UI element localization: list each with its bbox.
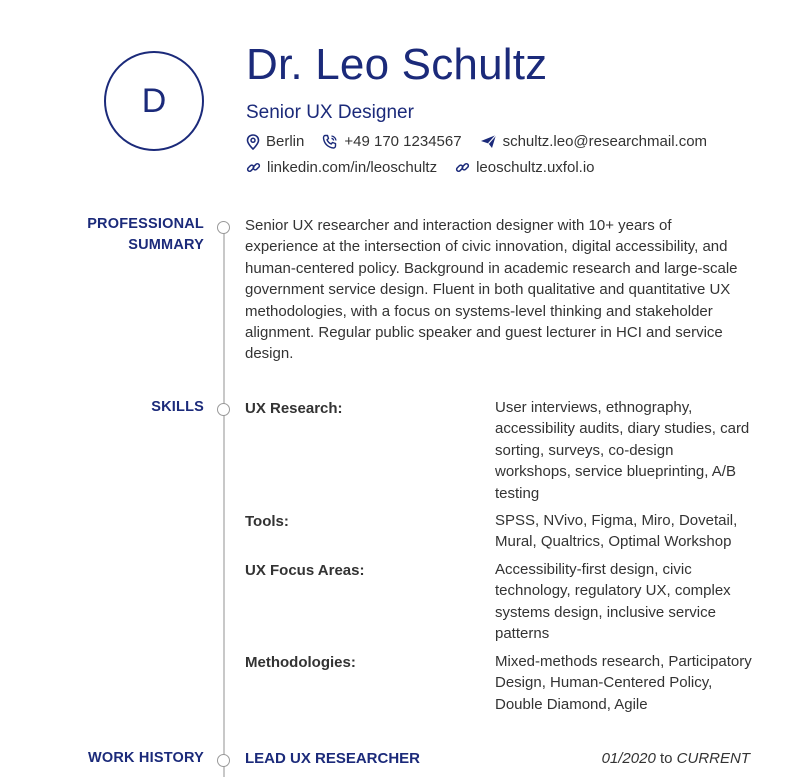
skill-category: UX Research:: [245, 400, 343, 417]
contact-location: [246, 133, 304, 150]
contact-row-primary: [246, 133, 725, 150]
timeline-line: [223, 232, 225, 777]
person-name: Dr. Leo Schultz: [246, 40, 548, 89]
skill-category: Tools:: [245, 513, 289, 530]
location-pin-icon: [246, 134, 260, 150]
section-label-skills: SKILLS: [151, 399, 204, 415]
contact-phone[interactable]: [322, 133, 461, 150]
timeline-dot-skills: [217, 403, 230, 416]
skill-value: SPSS, NVivo, Figma, Miro, Dovetail, Mural, Qualtrics, Optimal Workshop: [495, 512, 738, 551]
send-icon: [480, 134, 497, 149]
date-sep: to: [659, 750, 673, 767]
timeline-dot-summary: [217, 221, 230, 234]
skill-value: Mixed-methods research, Participatory Design, Human-Centered Policy, Double Diamond, Agile: [495, 653, 752, 713]
contact-portfolio[interactable]: [455, 159, 594, 176]
job-title-header: Senior UX Designer: [246, 102, 414, 123]
contact-email[interactable]: [480, 133, 707, 150]
avatar: [104, 51, 204, 151]
skill-value: User interviews, ethnography, accessibility audits, diary studies, card sorting, surveys, co-design workshops, service blueprinting, A/B testing: [495, 399, 750, 502]
link-icon: [455, 160, 470, 175]
portfolio-text: leoschultz.uxfol.io: [476, 159, 595, 176]
work-date-range: [602, 750, 750, 767]
email-text: schultz.leo@researchmail.com: [502, 133, 708, 150]
summary-label-line1: PROFESSIONAL: [87, 216, 204, 232]
avatar-initial: D: [141, 81, 167, 120]
date-start: 01/2020: [601, 750, 656, 767]
skill-category: Methodologies:: [245, 654, 356, 671]
work-job-title: LEAD UX RESEARCHER: [245, 750, 421, 767]
contact-linkedin[interactable]: [246, 159, 437, 176]
linkedin-text: linkedin.com/in/leoschultz: [267, 159, 438, 176]
summary-label-line2: SUMMARY: [128, 237, 204, 253]
date-end: CURRENT: [676, 750, 750, 767]
contact-row-links: [246, 159, 613, 176]
skill-category: UX Focus Areas:: [245, 562, 365, 579]
summary-text: Senior UX researcher and interaction designer with 10+ years of experience at the intersection of civic innovation, digital accessibility, and human-centered policy. Background in academic research and large-scale government service design. Fluent in both qualitative and quantitative UX methodologies, with a focus on systems-level thinking and stakeholder alignment. Regular public speaker and guest lecturer in HCI and service design.: [245, 217, 738, 363]
section-label-work-history: WORK HISTORY: [88, 750, 204, 766]
phone-icon: [322, 134, 338, 150]
location-text: Berlin: [266, 133, 305, 150]
section-label-summary: [87, 214, 204, 256]
timeline-dot-work: [217, 754, 230, 767]
phone-text: +49 170 1234567: [344, 133, 462, 150]
skill-value: Accessibility-first design, civic technology, regulatory UX, complex systems design, inclusive service patterns: [495, 561, 731, 643]
link-icon: [246, 160, 261, 175]
